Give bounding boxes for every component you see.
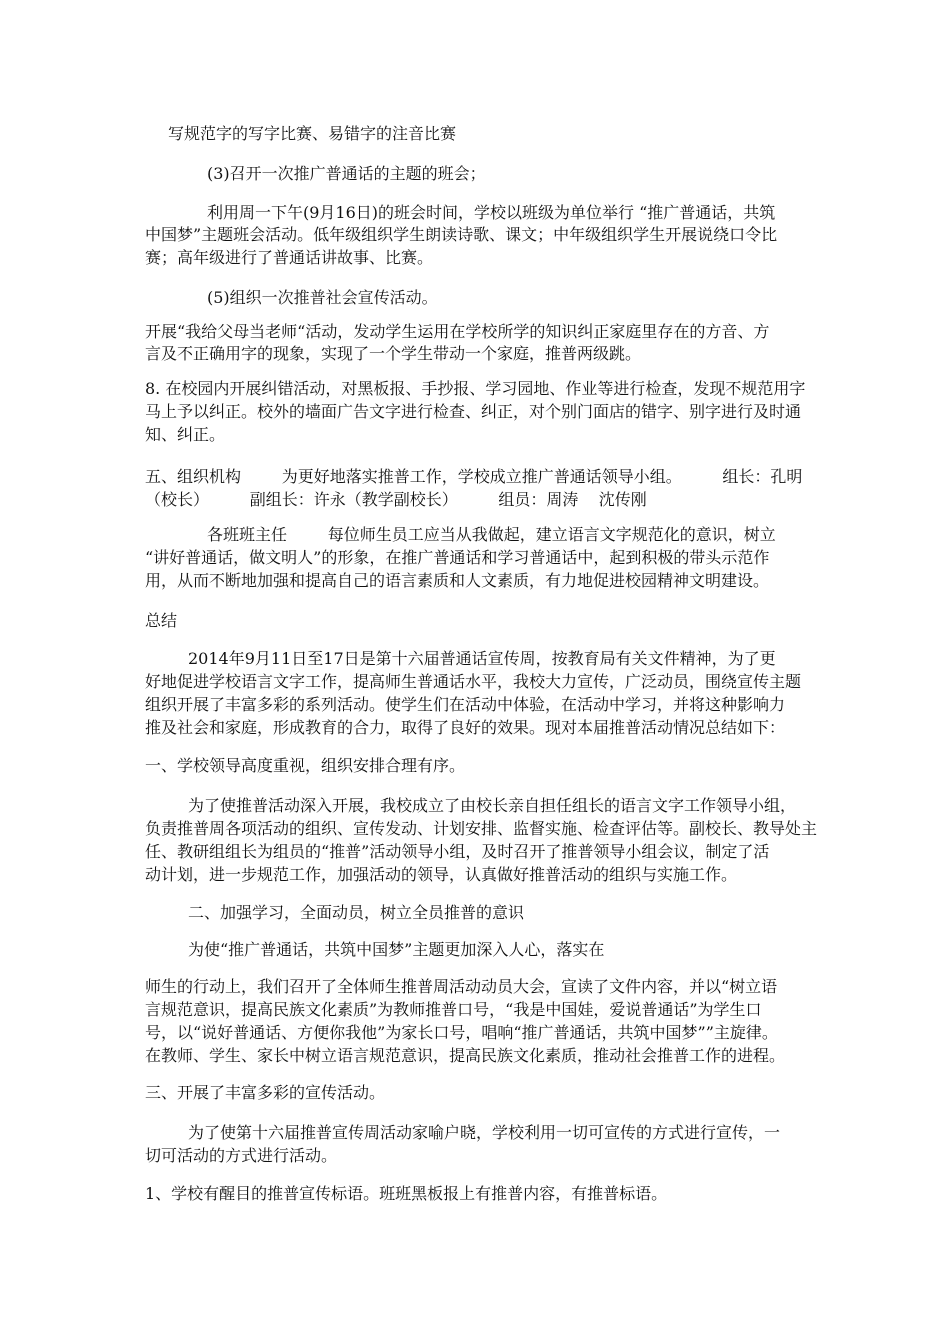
- text-line: 8. 在校园内开展纠错活动，对黑板报、手抄报、学习园地、作业等进行检查，发现不规范用字: [145, 379, 806, 398]
- text-line: 切可活动的方式进行活动。: [145, 1146, 338, 1165]
- text-line: 号，以“说好普通话、方便你我他”为家长口号，唱响“推广普通话，共筑中国梦””主旋律。: [145, 1023, 778, 1042]
- text-line: 言规范意识，提高民族文化素质”为教师推普口号，“我是中国娃，爱说普通话”为学生口: [145, 1000, 762, 1019]
- text-line: 好地促进学校语言文字工作，提高师生普通话水平，我校大力宣传，广泛动员，围绕宣传主题: [145, 672, 802, 691]
- text-line: 任、教研组组长为组员的“推普”活动领导小组，及时召开了推普领导小组会议，制定了活: [145, 842, 770, 861]
- section-heading: 三、开展了丰富多彩的宣传活动。: [145, 1083, 386, 1102]
- text-line: 言及不正确用字的现象，实现了一个学生带动一个家庭，推普两级跳。: [145, 344, 642, 363]
- text-line: 为了使第十六届推普宣传周活动家喻户晓，学校利用一切可宣传的方式进行宣传，一: [188, 1123, 781, 1142]
- text-line: 师生的行动上，我们召开了全体师生推普周活动动员大会，宣读了文件内容，并以“树立语: [145, 977, 778, 996]
- text-line: 为了使推普活动深入开展，我校成立了由校长亲自担任组长的语言文字工作领导小组，: [188, 796, 797, 815]
- text-line: 马上予以纠正。校外的墙面广告文字进行检查、纠正，对个别门面店的错字、别字进行及时通: [145, 402, 802, 421]
- text-line: 知、纠正。: [145, 425, 226, 444]
- text-line: 五、组织机构 为更好地落实推普工作，学校成立推广普通话领导小组。 组长：孔明: [145, 467, 803, 486]
- text-line: 动计划，进一步规范工作，加强活动的领导，认真做好推普活动的组织与实施工作。: [145, 865, 738, 884]
- text-line: 中国梦”主题班会活动。低年级组织学生朗读诗歌、课文；中年级组织学生开展说绕口令比: [145, 225, 778, 244]
- section-heading: 二、加强学习，全面动员，树立全员推普的意识: [188, 903, 525, 922]
- text-line: 推及社会和家庭，形成教育的合力，取得了良好的效果。现对本届推普活动情况总结如下：: [145, 718, 786, 737]
- text-line: 写规范字的写字比赛、易错字的注音比赛: [168, 124, 457, 143]
- text-line: 开展“我给父母当老师“活动，发动学生运用在学校所学的知识纠正家庭里存在的方音、方: [145, 322, 770, 341]
- text-line: 在教师、学生、家长中树立语言规范意识，提高民族文化素质，推动社会推普工作的进程。: [145, 1046, 786, 1065]
- text-line: （校长） 副组长：许永（教学副校长） 组员：周涛 沈传刚: [145, 490, 647, 509]
- text-line: 用，从而不断地加强和提高自己的语言素质和人文素质，有力地促进校园精神文明建设。: [145, 571, 770, 590]
- text-line: 各班班主任 每位师生员工应当从我做起，建立语言文字规范化的意识，树立: [207, 525, 776, 544]
- text-line: 1、学校有醒目的推普宣传标语。班班黑板报上有推普内容，有推普标语。: [145, 1184, 668, 1203]
- text-line: 组织开展了丰富多彩的系列活动。使学生们在活动中体验，在活动中学习，并将这种影响力: [145, 695, 786, 714]
- text-line: (5)组织一次推普社会宣传活动。: [207, 288, 438, 307]
- text-line: 为使“推广普通话，共筑中国梦”主题更加深入人心，落实在: [188, 940, 605, 959]
- section-heading: 总结: [145, 611, 178, 630]
- section-heading: 一、学校领导高度重视，组织安排合理有序。: [145, 756, 466, 775]
- text-line: (3)召开一次推广普通话的主题的班会；: [207, 164, 486, 183]
- text-line: 赛；高年级进行了普通话讲故事、比赛。: [145, 248, 434, 267]
- text-line: 负责推普周各项活动的组织、宣传发动、计划安排、监督实施、检查评估等。副校长、教导处主: [145, 819, 818, 838]
- text-line: 2014年9月11日至17日是第十六届普通话宣传周，按教育局有关文件精神，为了更: [188, 649, 776, 668]
- text-line: 利用周一下午(9月16日)的班会时间，学校以班级为单位举行 “推广普通话，共筑: [207, 203, 776, 222]
- text-line: “讲好普通话，做文明人”的形象，在推广普通话和学习普通话中，起到积极的带头示范作: [145, 548, 770, 567]
